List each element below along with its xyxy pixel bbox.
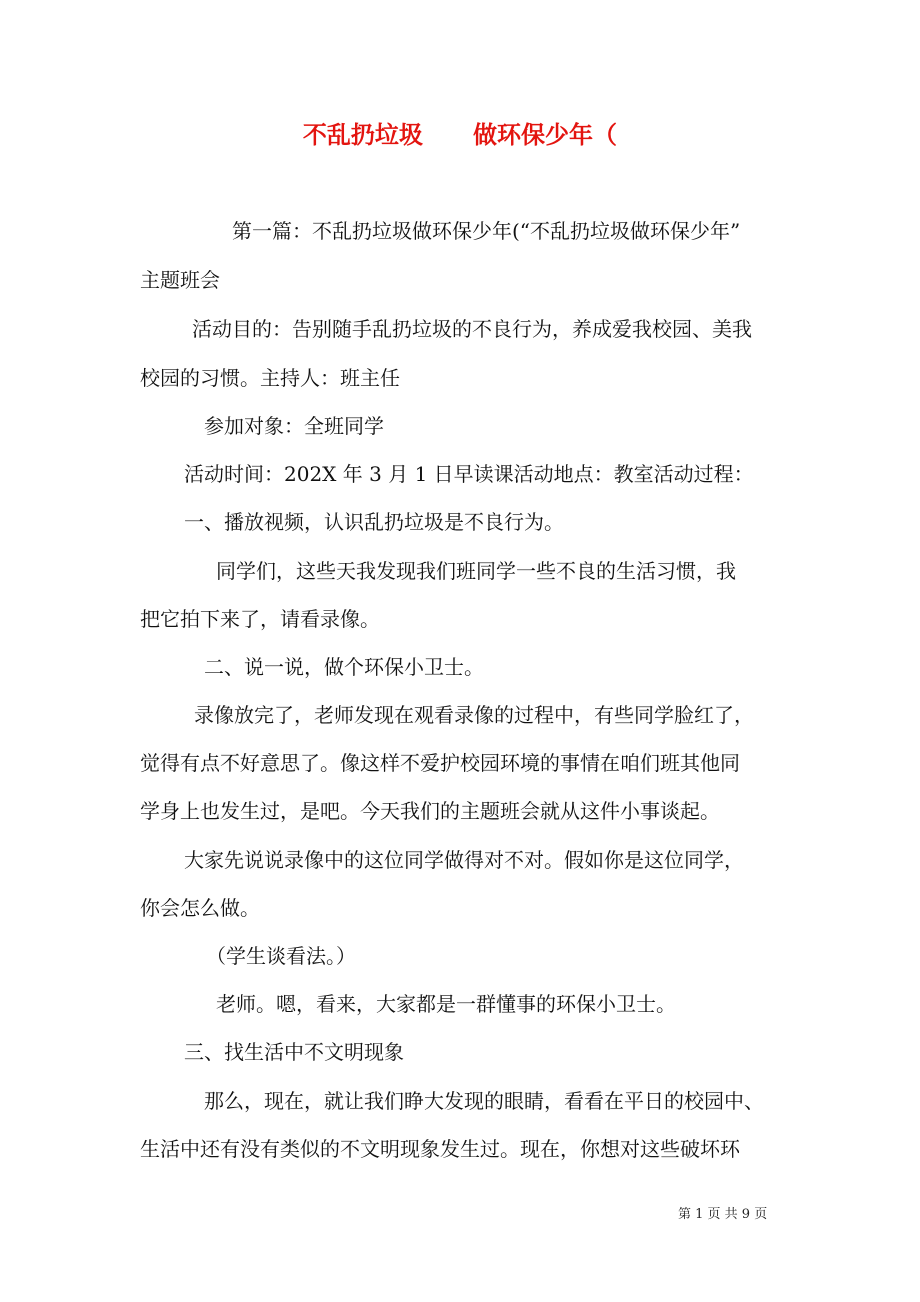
paragraph-line: 同学们，这些天我发现我们班同学一些不良的生活习惯，我	[216, 559, 736, 583]
paragraph-line: 活动目的：告别随手乱扔垃圾的不良行为，养成爱我校园、美我	[192, 317, 752, 341]
paragraph-line: 第一篇：不乱扔垃圾做环保少年(“不乱扔垃圾做环保少年”	[232, 219, 741, 243]
paragraph-line: 大家先说说录像中的这位同学做得对不对。假如你是这位同学，	[184, 848, 744, 872]
paragraph-line: 老师。嗯，看来，大家都是一群懂事的环保小卫士。	[216, 992, 676, 1016]
paragraph-line: 二、说一说，做个环保小卫士。	[204, 655, 484, 679]
paragraph-line: 参加对象：全班同学	[204, 414, 384, 438]
paragraph-line: 那么，现在，就让我们睁大发现的眼睛，看看在平日的校园中、	[204, 1089, 764, 1113]
paragraph-line: 你会怎么做。	[140, 896, 260, 920]
paragraph-line: 一、播放视频，认识乱扔垃圾是不良行为。	[184, 510, 564, 534]
paragraph-line: 把它拍下来了，请看录像。	[140, 607, 380, 631]
paragraph-line: 生活中还有没有类似的不文明现象发生过。现在，你想对这些破坏环	[140, 1137, 740, 1161]
paragraph-line: 学身上也发生过，是吧。今天我们的主题班会就从这件小事谈起。	[140, 799, 720, 823]
paragraph-line: （学生谈看法。）	[206, 944, 356, 968]
paragraph-line: 三、找生活中不文明现象	[184, 1040, 404, 1064]
paragraph-line: 主题班会	[140, 268, 220, 292]
document-title: 不乱扔垃圾 做环保少年（	[302, 120, 618, 149]
paragraph-line: 校园的习惯。主持人：班主任	[140, 366, 400, 390]
paragraph-line: 录像放完了，老师发现在观看录像的过程中，有些同学脸红了，	[194, 703, 754, 727]
page-number-footer: 第 1 页 共 9 页	[678, 1207, 768, 1222]
paragraph-line: 觉得有点不好意思了。像这样不爱护校园环境的事情在咱们班其他同	[140, 751, 740, 775]
paragraph-line: 活动时间：202X 年 3 月 1 日早读课活动地点：教室活动过程：	[184, 462, 754, 486]
